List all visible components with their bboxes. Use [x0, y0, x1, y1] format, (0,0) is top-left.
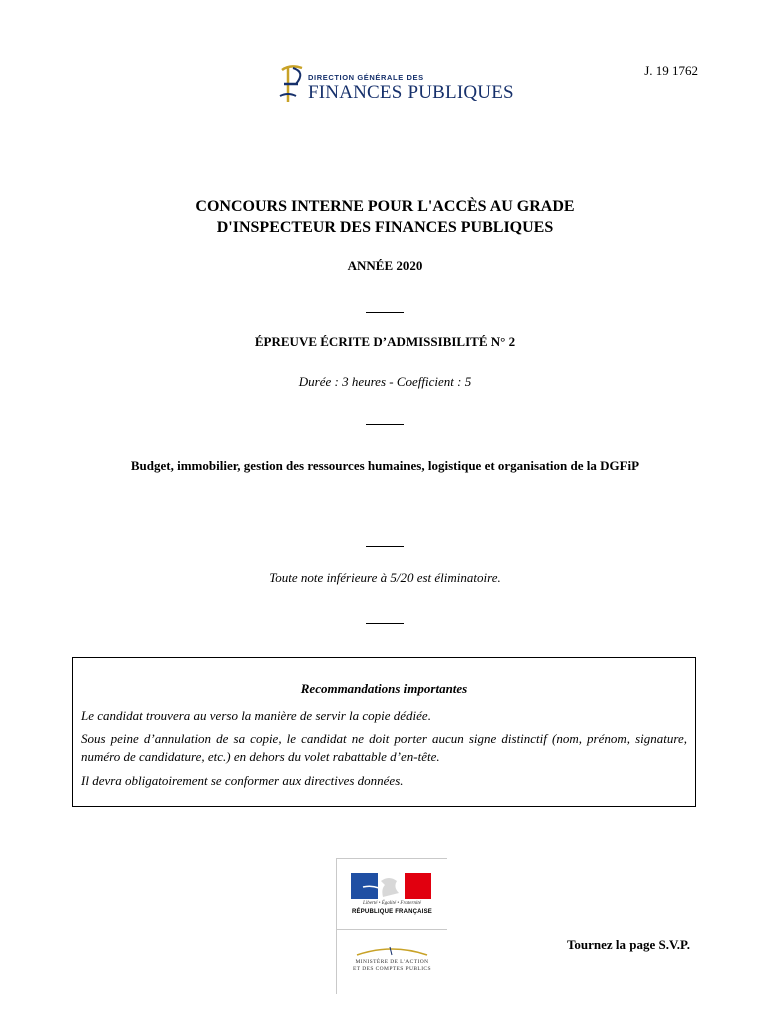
- exam-subject: Budget, immobilier, gestion des ressources humaines, logistique et organisation de la DGFiP: [130, 458, 640, 473]
- recommendations-title: Recommandations importantes: [300, 681, 468, 696]
- separator: [366, 546, 404, 547]
- dgfip-emblem-icon: [276, 62, 308, 104]
- exam-duration: Durée : 3 heures - Coefficient : 5: [298, 374, 472, 389]
- separator: [366, 312, 404, 313]
- exam-title: [0, 196, 770, 238]
- recommendations-box: [72, 657, 696, 807]
- document-reference: J. 19 1762: [644, 63, 698, 78]
- exam-year: ANNÉE 2020: [347, 258, 423, 273]
- divider: [337, 929, 447, 930]
- exam-title-line2: D'INSPECTEUR DES FINANCES PUBLIQUES: [216, 219, 554, 236]
- ministry-logo: [336, 858, 447, 994]
- exam-title-line1: CONCOURS INTERNE POUR L'ACCÈS AU GRADE: [195, 198, 575, 215]
- recommendation-paragraph: Il devra obligatoirement se conformer aux directives données.: [81, 773, 404, 788]
- elimination-note: Toute note inférieure à 5/20 est éliminatoire.: [269, 570, 501, 585]
- recommendation-paragraph: Sous peine d’annulation de sa copie, le candidat ne doit porter aucun signe distinctif (nom, prénom, signature, numéro de candidature, etc.) en dehors du volet rabattable d’en-tête.: [81, 731, 687, 764]
- logo-title: FINANCES PUBLIQUES: [308, 82, 514, 103]
- ministry-emblem-icon: [337, 941, 447, 961]
- ministry-name: MINISTÈRE DE L'ACTION ET DES COMPTES PUBLICS: [353, 959, 431, 972]
- dgfip-logo: [276, 62, 514, 106]
- separator: [366, 623, 404, 624]
- separator: [366, 424, 404, 425]
- recommendation-paragraph: Le candidat trouvera au verso la manière de servir la copie dédiée.: [81, 708, 431, 723]
- logo-subtitle: DIRECTION GÉNÉRALE DES: [308, 73, 424, 82]
- republic-motto: Liberté • Égalité • Fraternité: [363, 901, 421, 906]
- republic-name: RÉPUBLIQUE FRANÇAISE: [351, 909, 432, 915]
- turn-page-note: Tournez la page S.V.P.: [566, 937, 690, 952]
- exam-name: ÉPREUVE ÉCRITE D’ADMISSIBILITÉ N° 2: [254, 334, 516, 349]
